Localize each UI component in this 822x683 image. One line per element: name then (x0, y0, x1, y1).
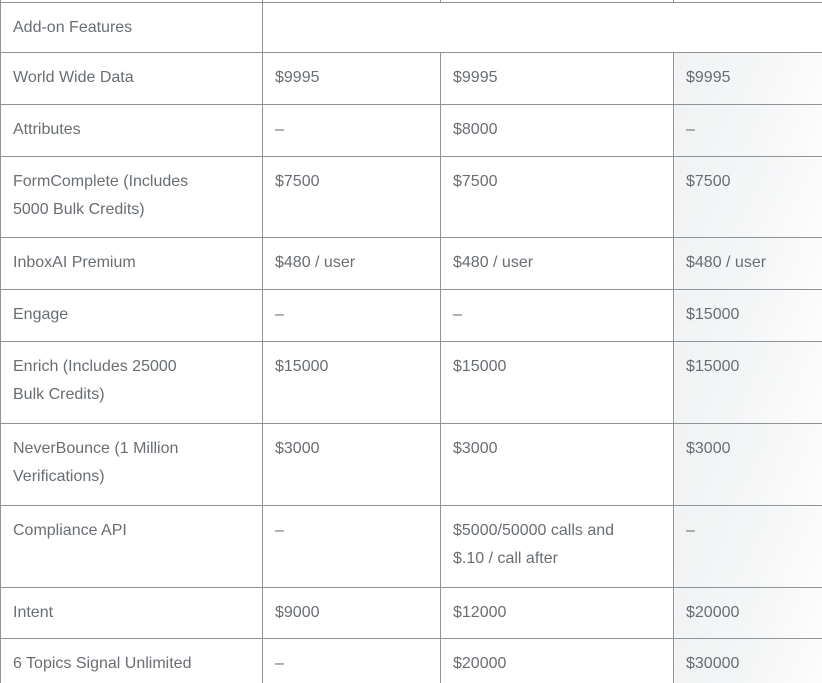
table-row (1, 157, 822, 238)
price-value: $9995 (686, 69, 731, 86)
table-row (1, 588, 822, 639)
price-cell-plan2 (441, 238, 674, 290)
feature-name: Compliance API (13, 522, 127, 539)
feature-name: Intent (13, 604, 54, 621)
price-cell-plan3 (674, 424, 822, 506)
table-row (1, 290, 822, 342)
price-cell-plan1 (263, 639, 441, 683)
price-value: $9995 (275, 69, 320, 86)
table-row (1, 342, 822, 424)
price-value: $480 / user (275, 254, 356, 271)
feature-name-cell (1, 588, 263, 639)
price-value: $5000/50000 calls and $.10 / call after (453, 522, 615, 567)
price-value: $9000 (275, 604, 320, 621)
price-value: $7500 (686, 173, 731, 190)
price-cell-plan1 (263, 424, 441, 506)
feature-name: World Wide Data (13, 69, 134, 86)
price-cell-plan2 (441, 105, 674, 157)
table-row (1, 105, 822, 157)
price-cell-plan2 (441, 342, 674, 424)
price-cell-plan2 (441, 290, 674, 342)
feature-name-cell (1, 238, 263, 290)
price-value: $15000 (275, 358, 329, 375)
price-cell-plan3 (674, 238, 822, 290)
price-cell-plan3 (674, 157, 822, 238)
price-value: $7500 (453, 173, 498, 190)
price-value: $3000 (453, 440, 498, 457)
price-value: $15000 (686, 358, 740, 375)
price-cell-plan3 (674, 290, 822, 342)
price-cell-plan3 (674, 506, 822, 588)
price-cell-plan2 (441, 588, 674, 639)
price-value: – (686, 121, 695, 138)
feature-name: Engage (13, 306, 69, 323)
price-cell-plan1 (263, 342, 441, 424)
price-value: $15000 (453, 358, 507, 375)
price-value: $30000 (686, 655, 740, 672)
feature-name: InboxAI Premium (13, 254, 136, 271)
table-row (1, 506, 822, 588)
price-cell-plan2 (441, 506, 674, 588)
table-row (1, 424, 822, 506)
feature-name-cell (1, 506, 263, 588)
feature-name-cell (1, 53, 263, 105)
price-value: $20000 (686, 604, 740, 621)
price-cell-plan1 (263, 506, 441, 588)
price-value: $12000 (453, 604, 507, 621)
table-row (1, 53, 822, 105)
price-value: $20000 (453, 655, 507, 672)
price-cell-plan1 (263, 157, 441, 238)
price-cell-plan3 (674, 105, 822, 157)
price-cell-plan1 (263, 238, 441, 290)
feature-name-cell (1, 342, 263, 424)
feature-name-cell (1, 424, 263, 506)
section-header-row (1, 3, 822, 53)
price-cell-plan1 (263, 53, 441, 105)
price-value: – (686, 522, 695, 539)
price-value: $3000 (275, 440, 320, 457)
section-header-label (1, 3, 263, 53)
feature-name: 6 Topics Signal Unlimited (13, 655, 192, 672)
price-cell-plan3 (674, 53, 822, 105)
feature-name-cell (1, 157, 263, 238)
feature-name-cell (1, 105, 263, 157)
price-cell-plan1 (263, 290, 441, 342)
feature-name: Enrich (Includes 25000 Bulk Credits) (13, 358, 177, 403)
feature-name: FormComplete (Includes 5000 Bulk Credits) (13, 173, 189, 218)
table-row (1, 238, 822, 290)
price-cell-plan3 (674, 342, 822, 424)
price-value: – (275, 121, 284, 138)
price-cell-plan2 (441, 424, 674, 506)
price-value: – (275, 655, 284, 672)
price-value: $480 / user (686, 254, 767, 271)
price-value: – (453, 306, 462, 323)
price-value: $480 / user (453, 254, 534, 271)
price-value: $8000 (453, 121, 498, 138)
price-value: – (275, 522, 284, 539)
feature-name-cell (1, 290, 263, 342)
price-cell-plan3 (674, 639, 822, 683)
price-value: $3000 (686, 440, 731, 457)
price-value: – (275, 306, 284, 323)
feature-name-cell (1, 639, 263, 683)
price-value: $7500 (275, 173, 320, 190)
table-row (1, 639, 822, 683)
price-value: $9995 (453, 69, 498, 86)
price-cell-plan1 (263, 105, 441, 157)
price-cell-plan1 (263, 588, 441, 639)
price-cell-plan2 (441, 157, 674, 238)
feature-name: Attributes (13, 121, 81, 138)
price-cell-plan2 (441, 639, 674, 683)
price-cell-plan2 (441, 53, 674, 105)
price-value: $15000 (686, 306, 740, 323)
section-header-text: Add-on Features (13, 19, 133, 36)
price-cell-plan3 (674, 588, 822, 639)
feature-name: NeverBounce (1 Million Verifications) (13, 440, 179, 485)
section-header-empty-cell (263, 3, 822, 53)
